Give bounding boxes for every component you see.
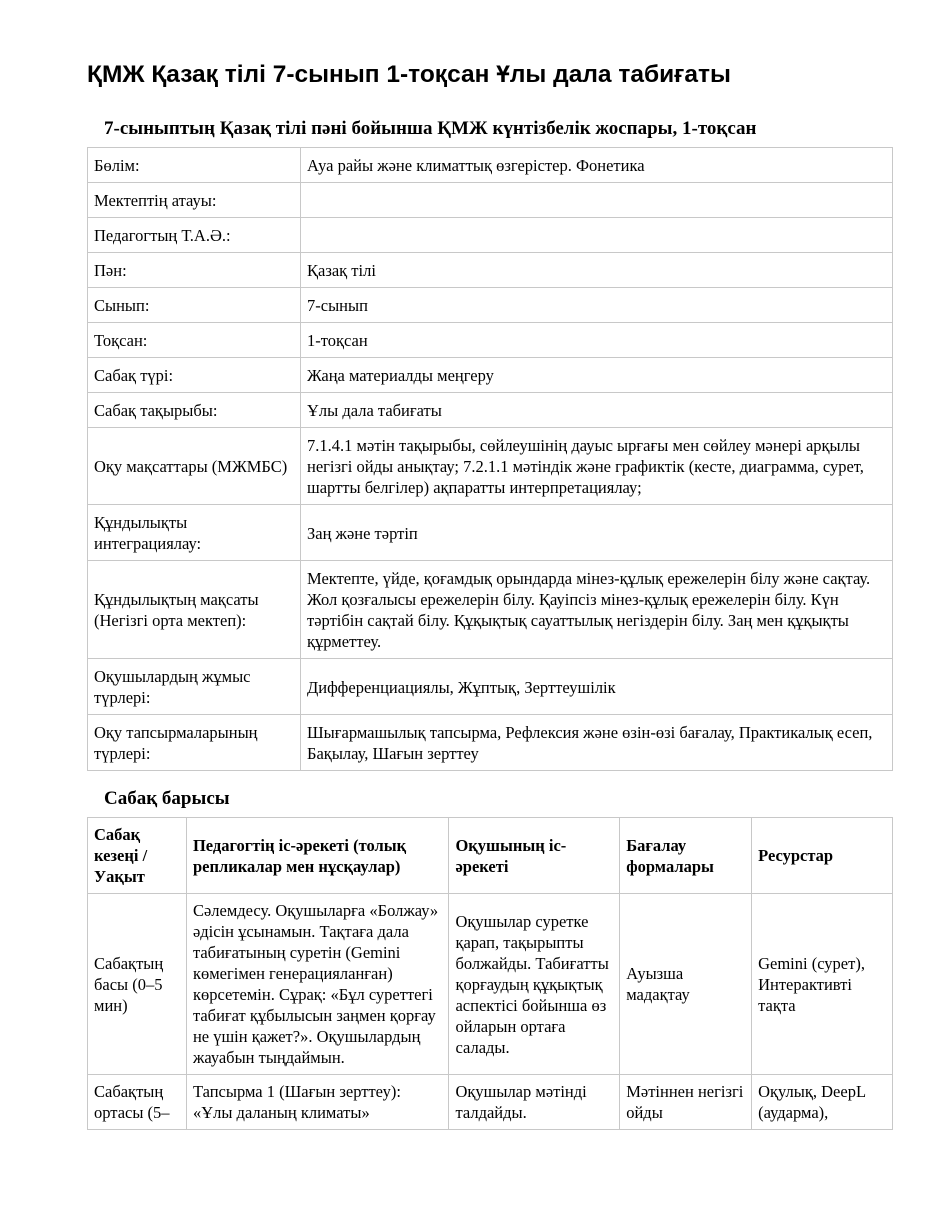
info-label: Педагогтың Т.А.Ә.: bbox=[88, 218, 301, 253]
info-row-section bbox=[88, 148, 893, 183]
student-activity-cell: Оқушылар суретке қарап, тақырыпты болжайды. Табиғатты қорғаудың құқықтық аспектісі бойынша өз ойларын ортаға салады. bbox=[449, 894, 620, 1075]
teacher-activity-cell: Сәлемдесу. Оқушыларға «Болжау» әдісін ұсынамын. Тақтаға дала табиғатының суретін (Gemini көмегімен генерацияланған) көрсетемін. Сұрақ: «Бұл суреттегі табиғат құбылысын заңмен қорғау не үшін қажет?». Оқушылардың жауабын тыңдаймын. bbox=[186, 894, 449, 1075]
info-row-work-types bbox=[88, 659, 893, 715]
assessment-cell: Ауызша мадақтау bbox=[620, 894, 752, 1075]
lesson-info-table bbox=[87, 147, 893, 771]
info-label: Оқу тапсырмаларының түрлері: bbox=[88, 715, 301, 771]
info-value: 7-сынып bbox=[301, 288, 893, 323]
resources-cell: Gemini (сурет), Интерактивті тақта bbox=[752, 894, 893, 1075]
column-header-resources: Ресурстар bbox=[752, 818, 893, 894]
info-label: Оқу мақсаттары (МЖМБС) bbox=[88, 428, 301, 505]
stage-cell: Сабақтың ортасы (5– bbox=[88, 1075, 187, 1130]
plan-heading: 7-сыныптың Қазақ тілі пәні бойынша ҚМЖ күнтізбелік жоспары, 1-тоқсан bbox=[104, 118, 757, 139]
info-row-grade bbox=[88, 288, 893, 323]
lesson-progress-table bbox=[87, 817, 893, 1130]
table-row bbox=[88, 1075, 893, 1130]
info-label: Бөлім: bbox=[88, 148, 301, 183]
lesson-table-header-row bbox=[88, 818, 893, 894]
info-row-value-goal bbox=[88, 561, 893, 659]
column-header-assessment: Бағалау формалары bbox=[620, 818, 752, 894]
info-row-lesson-type bbox=[88, 358, 893, 393]
info-row-task-types bbox=[88, 715, 893, 771]
student-activity-cell: Оқушылар мәтінді талдайды. bbox=[449, 1075, 620, 1130]
column-header-stage: Сабақ кезеңі / Уақыт bbox=[88, 818, 187, 894]
info-value: Дифференциациялы, Жұптық, Зерттеушілік bbox=[301, 659, 893, 715]
info-value: Ұлы дала табиғаты bbox=[301, 393, 893, 428]
info-label: Мектептің атауы: bbox=[88, 183, 301, 218]
info-value: Заң және тәртіп bbox=[301, 505, 893, 561]
info-label: Құндылықтың мақсаты (Негізгі орта мектеп): bbox=[88, 561, 301, 659]
lesson-progress-heading: Сабақ барысы bbox=[104, 788, 230, 809]
info-row-lesson-topic bbox=[88, 393, 893, 428]
info-row-quarter bbox=[88, 323, 893, 358]
resources-cell: Оқулық, DeepL (аударма), bbox=[752, 1075, 893, 1130]
info-row-teacher bbox=[88, 218, 893, 253]
info-value: Жаңа материалды меңгеру bbox=[301, 358, 893, 393]
info-value bbox=[301, 183, 893, 218]
info-label: Сабақ тақырыбы: bbox=[88, 393, 301, 428]
assessment-cell: Мәтіннен негізгі ойды bbox=[620, 1075, 752, 1130]
info-label: Сабақ түрі: bbox=[88, 358, 301, 393]
stage-cell: Сабақтың басы (0–5 мин) bbox=[88, 894, 187, 1075]
info-value: Мектепте, үйде, қоғамдық орындарда мінез-құлық ережелерін білу және сақтау. Жол қозғалысы ережелерін білу. Қауіпсіз мінез-құлық ережелерін білу. Күн тәртібін сақтай білу. Құқықтық сауаттылық негіздерін білу. Заң мен құқықты құрметтеу. bbox=[301, 561, 893, 659]
table-row bbox=[88, 894, 893, 1075]
info-value: 1-тоқсан bbox=[301, 323, 893, 358]
info-row-subject bbox=[88, 253, 893, 288]
info-row-value-integration bbox=[88, 505, 893, 561]
document-title: ҚМЖ Қазақ тілі 7-сынып 1-тоқсан Ұлы дала табиғаты bbox=[87, 61, 731, 88]
teacher-activity-cell: Тапсырма 1 (Шағын зерттеу): «Ұлы даланың климаты» bbox=[186, 1075, 449, 1130]
info-label: Тоқсан: bbox=[88, 323, 301, 358]
info-label: Сынып: bbox=[88, 288, 301, 323]
info-value bbox=[301, 218, 893, 253]
info-label: Пән: bbox=[88, 253, 301, 288]
info-value: Қазақ тілі bbox=[301, 253, 893, 288]
column-header-student-activity: Оқушының іс-әрекеті bbox=[449, 818, 620, 894]
info-label: Оқушылардың жұмыс түрлері: bbox=[88, 659, 301, 715]
info-row-school bbox=[88, 183, 893, 218]
info-row-learning-objectives bbox=[88, 428, 893, 505]
column-header-teacher-activity: Педагогтің іс-әрекеті (толық репликалар мен нұсқаулар) bbox=[186, 818, 449, 894]
info-value: Ауа райы және климаттық өзгерістер. Фонетика bbox=[301, 148, 893, 183]
info-value: Шығармашылық тапсырма, Рефлексия және өзін-өзі бағалау, Практикалық есеп, Бақылау, Шағын зерттеу bbox=[301, 715, 893, 771]
info-label: Құндылықты интеграциялау: bbox=[88, 505, 301, 561]
info-value: 7.1.4.1 мәтін тақырыбы, сөйлеушінің дауыс ырғағы мен сөйлеу мәнері арқылы негізгі ойды анықтау; 7.2.1.1 мәтіндік және графиктік (кесте, диаграмма, сурет, шартты белгілер) ақпаратты интерпретациялау; bbox=[301, 428, 893, 505]
